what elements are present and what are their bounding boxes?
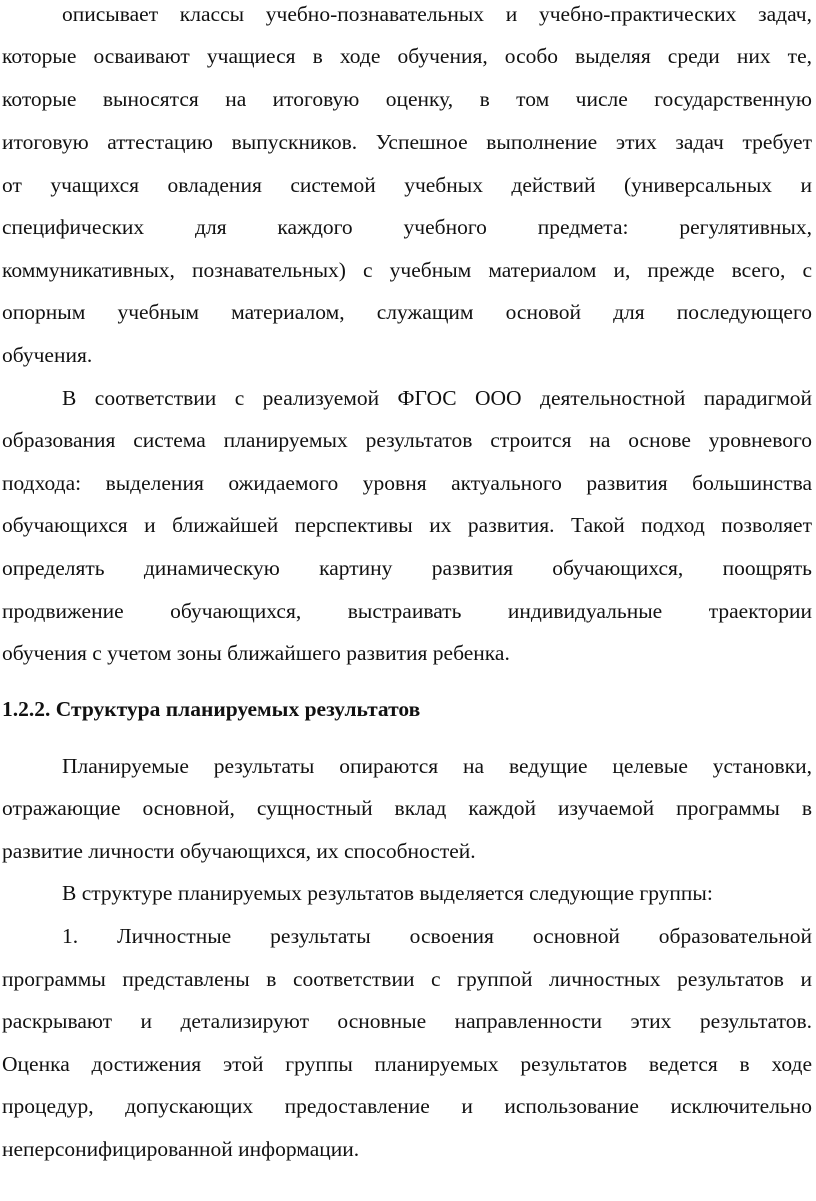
text-line: Планируемые результаты опираются на ведущие целевые установки, [62,754,812,778]
text-line: коммуникативных, познавательных) с учебным материалом и, прежде всего, с [2,258,812,282]
text-line: развитие личности обучающихся, их способностей. [2,839,476,863]
text-line: процедур, допускающих предоставление и использование исключительно [2,1094,812,1118]
text-line: от учащихся овладения системой учебных действий (универсальных и [2,173,812,197]
text-line: которые выносятся на итоговую оценку, в том числе государственную [2,87,812,111]
text-line: обучения. [2,343,93,367]
section-heading: 1.2.2. Структура планируемых результатов [2,697,421,721]
text-line: определять динамическую картину развития обучающихся, поощрять [2,556,812,580]
text-line: которые осваивают учащиеся в ходе обучения, особо выделяя среди них те, [2,44,812,68]
text-line: отражающие основной, сущностный вклад каждой изучаемой программы в [2,796,812,820]
text-line: раскрывают и детализируют основные направленности этих результатов. [2,1009,812,1033]
text-line: подхода: выделения ожидаемого уровня актуального развития большинства [2,471,812,495]
text-line: В соответствии с реализуемой ФГОС ООО деятельностной парадигмой [62,386,812,410]
text-line: В структуре планируемых результатов выделяется следующие группы: [62,881,713,905]
text-line: итоговую аттестацию выпускников. Успешное выполнение этих задач требует [2,130,812,154]
list-item-line: 1. Личностные результаты освоения основной образовательной [62,924,812,948]
text-line: образования система планируемых результатов строится на основе уровневого [2,428,812,452]
text-line: обучающихся и ближайшей перспективы их развития. Такой подход позволяет [2,513,812,537]
text-line: программы представлены в соответствии с группой личностных результатов и [2,967,812,991]
text-line: неперсонифицированной информации. [2,1137,360,1161]
text-line: специфических для каждого учебного предмета: регулятивных, [2,215,812,239]
text-line: обучения с учетом зоны ближайшего развития ребенка. [2,641,510,665]
text-line: опорным учебным материалом, служащим основой для последующего [2,300,812,324]
text-line: описывает классы учебно-познавательных и учебно-практических задач, [62,2,812,26]
text-line: Оценка достижения этой группы планируемых результатов ведется в ходе [2,1052,812,1076]
text-line: продвижение обучающихся, выстраивать индивидуальные траектории [2,599,812,623]
